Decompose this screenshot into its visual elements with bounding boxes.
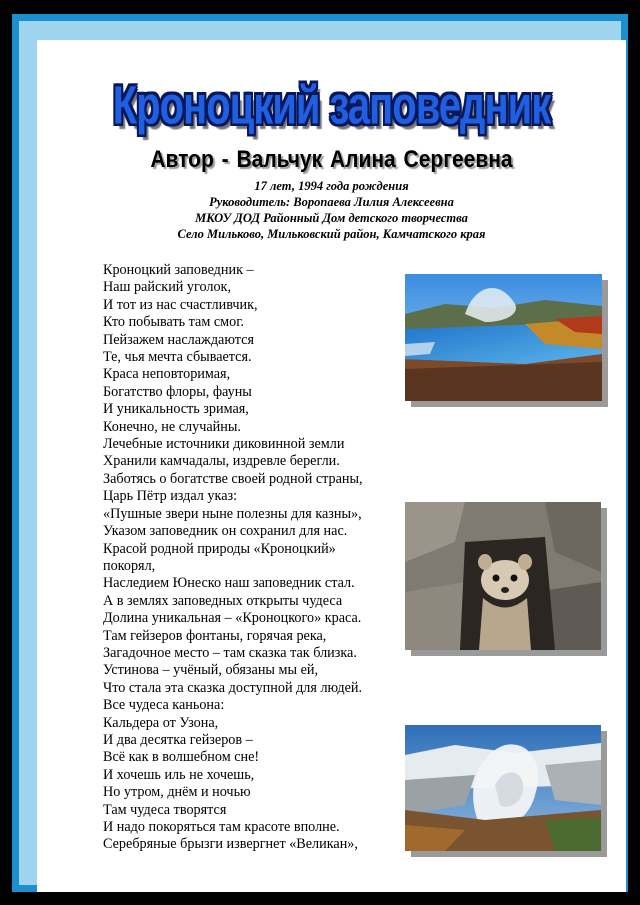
- meta-location: Село Мильково, Мильковский район, Камчатского края: [177, 227, 486, 241]
- title: [37, 76, 626, 136]
- poem-line: Что стала эта сказка доступной для людей.: [103, 679, 363, 696]
- poem-line: Наследием Юнеско наш заповедник стал.: [103, 575, 355, 592]
- poem-line: Всё как в волшебном сне!: [103, 749, 260, 766]
- poem-line: И хочешь иль не хочешь,: [103, 766, 255, 783]
- poem-line: Загадочное место – там сказка так близка.: [103, 644, 357, 661]
- poem-line: Там чудеса творятся: [103, 801, 227, 818]
- poem-line: Кто побывать там смог.: [103, 314, 244, 331]
- author-line: Автор - Вальчук Алина Сергеевна: [150, 146, 513, 173]
- poem-text: [103, 262, 433, 854]
- poem-line: И два десятка гейзеров –: [103, 731, 253, 748]
- meta-institution: МКОУ ДОД Районный Дом детского творчества: [195, 211, 468, 225]
- poem-line: Пейзажем наслаждаются: [103, 331, 254, 348]
- document-page: [37, 40, 626, 892]
- poem-line: А в землях заповедных открыты чудеса: [103, 592, 343, 609]
- poem-line: Устинова – учёный, обязаны мы ей,: [103, 662, 318, 679]
- poem-line: Царь Пётр издал указ:: [103, 488, 238, 505]
- poem-line: Те, чья мечта сбывается.: [103, 349, 252, 366]
- poem-line: «Пушные звери ныне полезны для казны»,: [103, 505, 362, 522]
- poem-line: Кальдера от Узона,: [103, 714, 219, 731]
- title-text: Кроноцкий заповедник: [112, 76, 551, 136]
- geyser-valley-lake-photo: [405, 274, 602, 401]
- poem-line: Долина уникальная – «Кроноцкого» краса.: [103, 610, 362, 627]
- poem-line: И уникальность зримая,: [103, 401, 249, 418]
- poem-line: Указом заповедник он сохранил для нас.: [103, 523, 348, 540]
- poem-line: Все чудеса каньона:: [103, 697, 225, 714]
- poem-line: покорял,: [103, 557, 156, 574]
- page-border: [12, 14, 628, 892]
- poem-line: Серебряные брызги извергнет «Великан»,: [103, 836, 358, 853]
- poem-line: Наш райский уголок,: [103, 279, 231, 296]
- poem-line: Но утром, днём и ночью: [103, 784, 251, 801]
- author-meta: [37, 178, 626, 242]
- poem-line: Красой родной природы «Кроноцкий»: [103, 540, 336, 557]
- poem-line: Кроноцкий заповедник –: [103, 262, 254, 278]
- poem-line: Богатство флоры, фауны: [103, 383, 252, 400]
- poem-line: Хранили камчадалы, издревле берегли.: [103, 453, 340, 470]
- poem-line: Там гейзеров фонтаны, горячая река,: [103, 627, 327, 644]
- meta-supervisor: Руководитель: Воропаева Лилия Алексеевна: [209, 195, 454, 209]
- poem-line: Конечно, не случайны.: [103, 418, 241, 435]
- poem-line: Лечебные источники диковинной земли: [103, 436, 345, 453]
- poem-line: Заботясь о богатстве своей родной страны,: [103, 470, 363, 487]
- sable-animal-photo: [405, 502, 601, 650]
- geyser-steam-photo: [405, 725, 601, 851]
- meta-age: 17 лет, 1994 года рождения: [254, 179, 409, 193]
- poem-line: И тот из нас счастливчик,: [103, 296, 258, 313]
- poem-line: И надо покоряться там красоте вполне.: [103, 819, 340, 835]
- poem-line: Краса неповторимая,: [103, 366, 231, 383]
